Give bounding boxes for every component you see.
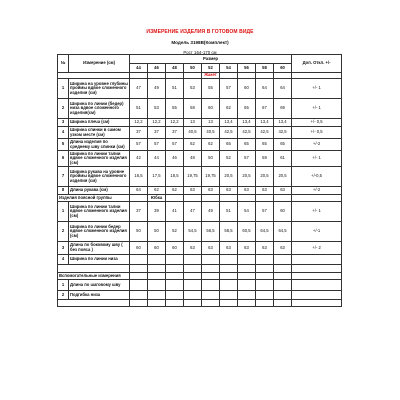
size-value: 12,2 xyxy=(166,119,184,127)
size-value xyxy=(166,255,184,265)
size-value xyxy=(148,280,166,291)
col-tolerance-header: Доп. Откл. +/- xyxy=(292,55,342,73)
measurement-name: Ширина по линии талии вдвое сложенного изделия (см) xyxy=(69,151,130,167)
measurement-name: Ширина по линии (бедер) низа вдвое сложенного изделия(см) xyxy=(69,99,130,119)
size-value: 58 xyxy=(184,99,202,119)
size-value: 50 xyxy=(130,222,148,242)
group-row xyxy=(58,300,342,307)
size-value: 63 xyxy=(274,242,292,255)
size-value: 62 xyxy=(166,187,184,195)
group-label-cell xyxy=(58,300,130,307)
size-value: 12,2 xyxy=(148,119,166,127)
size-value: 63 xyxy=(238,242,256,255)
size-value: 40,5 xyxy=(202,127,220,139)
group-row xyxy=(58,265,342,273)
empty-cell xyxy=(202,300,220,307)
size-value: 16,5 xyxy=(130,167,148,187)
size-value xyxy=(274,255,292,265)
table-row xyxy=(58,119,342,127)
size-value: 63 xyxy=(184,242,202,255)
size-value xyxy=(220,255,238,265)
size-value: 62 xyxy=(184,139,202,151)
tolerance-value: +/- 0,5 xyxy=(292,119,342,127)
tolerance-value: +/- 1 xyxy=(292,79,342,99)
size-value: 57 xyxy=(256,202,274,222)
size-value: 13 xyxy=(184,119,202,127)
size-value xyxy=(166,291,184,300)
size-value: 57 xyxy=(238,151,256,167)
size-value: 13,4 xyxy=(274,119,292,127)
measurement-name: Ширина по линии низа xyxy=(69,255,130,265)
empty-cell xyxy=(220,300,238,307)
size-value xyxy=(148,291,166,300)
size-value: 63 xyxy=(184,187,202,195)
group-row xyxy=(58,195,342,202)
size-value: 62 xyxy=(202,139,220,151)
size-value: 64,5 xyxy=(274,222,292,242)
size-value: 42,5 xyxy=(220,127,238,139)
row-number: 1 xyxy=(58,280,69,291)
empty-cell xyxy=(274,195,292,202)
size-value: 63 xyxy=(202,187,220,195)
row-number: 7 xyxy=(58,167,69,187)
size-value: 47 xyxy=(130,79,148,99)
size-value: 65 xyxy=(256,139,274,151)
empty-cell xyxy=(166,195,184,202)
row-number: 1 xyxy=(58,79,69,99)
size-value: 63 xyxy=(256,242,274,255)
size-value: 60 xyxy=(274,202,292,222)
size-value: 53 xyxy=(184,79,202,99)
empty-cell xyxy=(166,265,184,273)
row-number: 6 xyxy=(58,151,69,167)
group-row xyxy=(58,273,342,280)
empty-cell xyxy=(148,273,166,280)
size-value: 20,5 xyxy=(274,167,292,187)
empty-cell xyxy=(256,195,274,202)
size-value: 52 xyxy=(220,151,238,167)
tolerance-value xyxy=(292,280,342,291)
row-number: 2 xyxy=(58,291,69,300)
size-value xyxy=(238,291,256,300)
table-row xyxy=(58,280,342,291)
size-value xyxy=(202,280,220,291)
empty-cell xyxy=(184,300,202,307)
empty-cell xyxy=(166,273,184,280)
empty-cell xyxy=(274,265,292,273)
size-value: 46 xyxy=(166,151,184,167)
group-label-cell: Вспомогательные измерения xyxy=(58,273,130,280)
height-label: Рост 164-170 см xyxy=(183,50,217,55)
size-value: 55 xyxy=(202,79,220,99)
size-value: 59 xyxy=(256,151,274,167)
size-value: 60 xyxy=(166,242,184,255)
measurement-table xyxy=(57,54,342,307)
size-value: 57 xyxy=(166,139,184,151)
empty-cell xyxy=(148,265,166,273)
empty-cell xyxy=(130,195,148,202)
size-value: 20,5 xyxy=(220,167,238,187)
col-no-header: № xyxy=(58,55,69,73)
tolerance-value: +/-2 xyxy=(292,187,342,195)
size-value xyxy=(256,291,274,300)
empty-cell xyxy=(274,300,292,307)
col-measure-header: Измерение (см) xyxy=(69,55,130,73)
empty-cell xyxy=(256,300,274,307)
measurement-name: Ширина по линии бедер вдвое сложенного изделия (см) xyxy=(69,222,130,242)
empty-cell xyxy=(256,273,274,280)
size-value: 40,5 xyxy=(184,127,202,139)
size-value xyxy=(238,255,256,265)
size-value: 50 xyxy=(202,151,220,167)
size-value: 20,5 xyxy=(256,167,274,187)
table-row xyxy=(58,79,342,99)
size-value: 37 xyxy=(130,202,148,222)
group-label-cell: Изделия поясной группы xyxy=(58,195,130,202)
size-value xyxy=(202,291,220,300)
empty-cell xyxy=(130,273,148,280)
size-value: 57 xyxy=(148,139,166,151)
size-value: 13,4 xyxy=(256,119,274,127)
size-value: 48 xyxy=(184,151,202,167)
row-number: 2 xyxy=(58,99,69,119)
group-title: Жакет xyxy=(202,73,220,79)
empty-cell xyxy=(238,265,256,273)
size-value: 39 xyxy=(148,202,166,222)
size-value: 65 xyxy=(220,139,238,151)
tolerance-value xyxy=(292,291,342,300)
size-value: 65 xyxy=(238,99,256,119)
size-value: 54,5 xyxy=(184,222,202,242)
size-value xyxy=(166,280,184,291)
size-value xyxy=(220,280,238,291)
size-value xyxy=(256,255,274,265)
size-header: 46 xyxy=(148,64,166,73)
size-value: 58,5 xyxy=(220,222,238,242)
empty-cell xyxy=(292,265,342,273)
size-value xyxy=(130,280,148,291)
size-value: 37 xyxy=(166,127,184,139)
table-row xyxy=(58,151,342,167)
size-header: 50 xyxy=(184,64,202,73)
table-row xyxy=(58,255,342,265)
size-value: 18,5 xyxy=(166,167,184,187)
size-value xyxy=(130,291,148,300)
table-row xyxy=(58,187,342,195)
size-value: 13,4 xyxy=(220,119,238,127)
size-value xyxy=(220,291,238,300)
table-row xyxy=(58,222,342,242)
row-number: 8 xyxy=(58,187,69,195)
size-value: 63 xyxy=(274,187,292,195)
size-value: 55 xyxy=(166,99,184,119)
size-value: 47 xyxy=(184,202,202,222)
size-value: 51 xyxy=(130,99,148,119)
empty-cell xyxy=(238,273,256,280)
tolerance-value: +/- 1 xyxy=(292,99,342,119)
row-number: 1 xyxy=(58,202,69,222)
measurement-name: Ширина плеча (см) xyxy=(69,119,130,127)
size-value: 42,5 xyxy=(274,127,292,139)
size-value: 60 xyxy=(238,79,256,99)
size-value: 13 xyxy=(202,119,220,127)
empty-cell xyxy=(184,195,202,202)
tolerance-value: +/- 1 xyxy=(292,151,342,167)
tolerance-value: +/-2 xyxy=(292,139,342,151)
empty-cell xyxy=(292,195,342,202)
tolerance-value: +/- 0,5 xyxy=(292,127,342,139)
size-value: 44 xyxy=(148,151,166,167)
group-label-cell xyxy=(58,265,130,273)
table-row xyxy=(58,127,342,139)
size-header: 54 xyxy=(220,64,238,73)
size-value: 56,5 xyxy=(202,222,220,242)
size-value: 12,2 xyxy=(130,119,148,127)
size-value: 69 xyxy=(274,99,292,119)
empty-cell xyxy=(220,265,238,273)
model-label: Модель 3198В(Комплект) xyxy=(171,40,229,45)
size-value xyxy=(202,255,220,265)
size-value: 13,4 xyxy=(238,119,256,127)
empty-cell xyxy=(166,300,184,307)
empty-cell xyxy=(292,300,342,307)
size-value: 41 xyxy=(166,202,184,222)
empty-cell xyxy=(202,273,220,280)
empty-cell xyxy=(274,273,292,280)
size-header: 52 xyxy=(202,64,220,73)
size-value: 63 xyxy=(256,187,274,195)
size-value: 52 xyxy=(166,222,184,242)
header-row xyxy=(58,55,342,64)
empty-cell xyxy=(184,265,202,273)
measurement-name: Ширина на уровне глубины проймы вдвое сложенного изделия (см) xyxy=(69,79,130,99)
size-value: 42 xyxy=(130,151,148,167)
measurement-name: Ширина спинки в самом узком месте (см) xyxy=(69,127,130,139)
row-number: 4 xyxy=(58,127,69,139)
size-value: 19,75 xyxy=(184,167,202,187)
size-value: 61 xyxy=(274,151,292,167)
size-value xyxy=(274,291,292,300)
empty-cell xyxy=(256,265,274,273)
empty-cell xyxy=(220,273,238,280)
size-value: 17,5 xyxy=(148,167,166,187)
size-value: 60,5 xyxy=(238,222,256,242)
size-value: 65 xyxy=(238,139,256,151)
size-value: 49 xyxy=(148,79,166,99)
table-row xyxy=(58,291,342,300)
size-value: 53 xyxy=(148,99,166,119)
group-title: Юбка xyxy=(148,195,166,202)
table-row xyxy=(58,167,342,187)
size-header: 60 xyxy=(274,64,292,73)
table-row xyxy=(58,242,342,255)
size-header: 58 xyxy=(256,64,274,73)
size-value: 64 xyxy=(274,79,292,99)
col-sizes-header: Размер xyxy=(130,55,292,64)
size-value: 57 xyxy=(130,139,148,151)
size-value: 64 xyxy=(130,187,148,195)
size-value: 60 xyxy=(130,242,148,255)
size-header: 56 xyxy=(238,64,256,73)
size-value: 37 xyxy=(148,127,166,139)
table-row xyxy=(58,139,342,151)
measurement-name: Длина рукава (см) xyxy=(69,187,130,195)
size-value xyxy=(238,280,256,291)
tolerance-value: +/-0,5 xyxy=(292,167,342,187)
measurement-name: Длина по боковому шву ( без пояса ) xyxy=(69,242,130,255)
row-number: 2 xyxy=(58,222,69,242)
size-value: 64,5 xyxy=(256,222,274,242)
empty-cell xyxy=(292,273,342,280)
size-value xyxy=(184,280,202,291)
size-value: 63 xyxy=(202,242,220,255)
size-value xyxy=(130,255,148,265)
size-value: 60 xyxy=(202,99,220,119)
table-row xyxy=(58,99,342,119)
measurement-name: Ширина по линии талии вдвое сложенного изделия (см) xyxy=(69,202,130,222)
size-value: 19,75 xyxy=(202,167,220,187)
tolerance-value: +/-1 xyxy=(292,222,342,242)
size-value: 49 xyxy=(202,202,220,222)
empty-cell xyxy=(238,195,256,202)
empty-cell xyxy=(184,273,202,280)
empty-cell xyxy=(148,300,166,307)
row-number: 4 xyxy=(58,255,69,265)
size-value: 60 xyxy=(148,242,166,255)
empty-cell xyxy=(130,300,148,307)
empty-cell xyxy=(202,265,220,273)
size-value: 20,5 xyxy=(238,167,256,187)
empty-cell xyxy=(130,265,148,273)
size-value: 63 xyxy=(220,242,238,255)
size-header: 44 xyxy=(130,64,148,73)
empty-cell xyxy=(238,300,256,307)
size-value: 63 xyxy=(238,187,256,195)
size-header: 48 xyxy=(166,64,184,73)
measurement-name: Ширина рукава на уровне проймы вдвое сложенного изделия (см) xyxy=(69,167,130,187)
row-number: 5 xyxy=(58,139,69,151)
size-value: 51 xyxy=(166,79,184,99)
size-value: 37 xyxy=(130,127,148,139)
size-value: 57 xyxy=(220,79,238,99)
empty-cell xyxy=(220,195,238,202)
size-value: 42,5 xyxy=(256,127,274,139)
size-value: 62 xyxy=(148,187,166,195)
row-number: 3 xyxy=(58,119,69,127)
size-value xyxy=(148,255,166,265)
size-value: 51 xyxy=(220,202,238,222)
size-value: 50 xyxy=(148,222,166,242)
measurement-name: Подгибка низа xyxy=(69,291,130,300)
tolerance-value: +/- 2 xyxy=(292,242,342,255)
measurement-name: Длина по шаговому шву xyxy=(69,280,130,291)
size-value: 65 xyxy=(274,139,292,151)
size-value: 64 xyxy=(256,79,274,99)
measurement-name: Длина изделия по среднему шву спинки (см) xyxy=(69,139,130,151)
row-number: 3 xyxy=(58,242,69,255)
size-value xyxy=(184,291,202,300)
size-value xyxy=(274,280,292,291)
empty-cell xyxy=(202,195,220,202)
tolerance-value: +/- 1 xyxy=(292,202,342,222)
size-value: 54 xyxy=(238,202,256,222)
size-value: 42,5 xyxy=(238,127,256,139)
table-row xyxy=(58,202,342,222)
size-value xyxy=(256,280,274,291)
tolerance-value xyxy=(292,255,342,265)
size-value: 63 xyxy=(220,187,238,195)
document-title: ИЗМЕРЕНИЕ ИЗДЕЛИЯ В ГОТОВОМ ВИДЕ xyxy=(146,29,254,35)
size-value: 67 xyxy=(256,99,274,119)
size-value xyxy=(184,255,202,265)
size-value: 62 xyxy=(220,99,238,119)
